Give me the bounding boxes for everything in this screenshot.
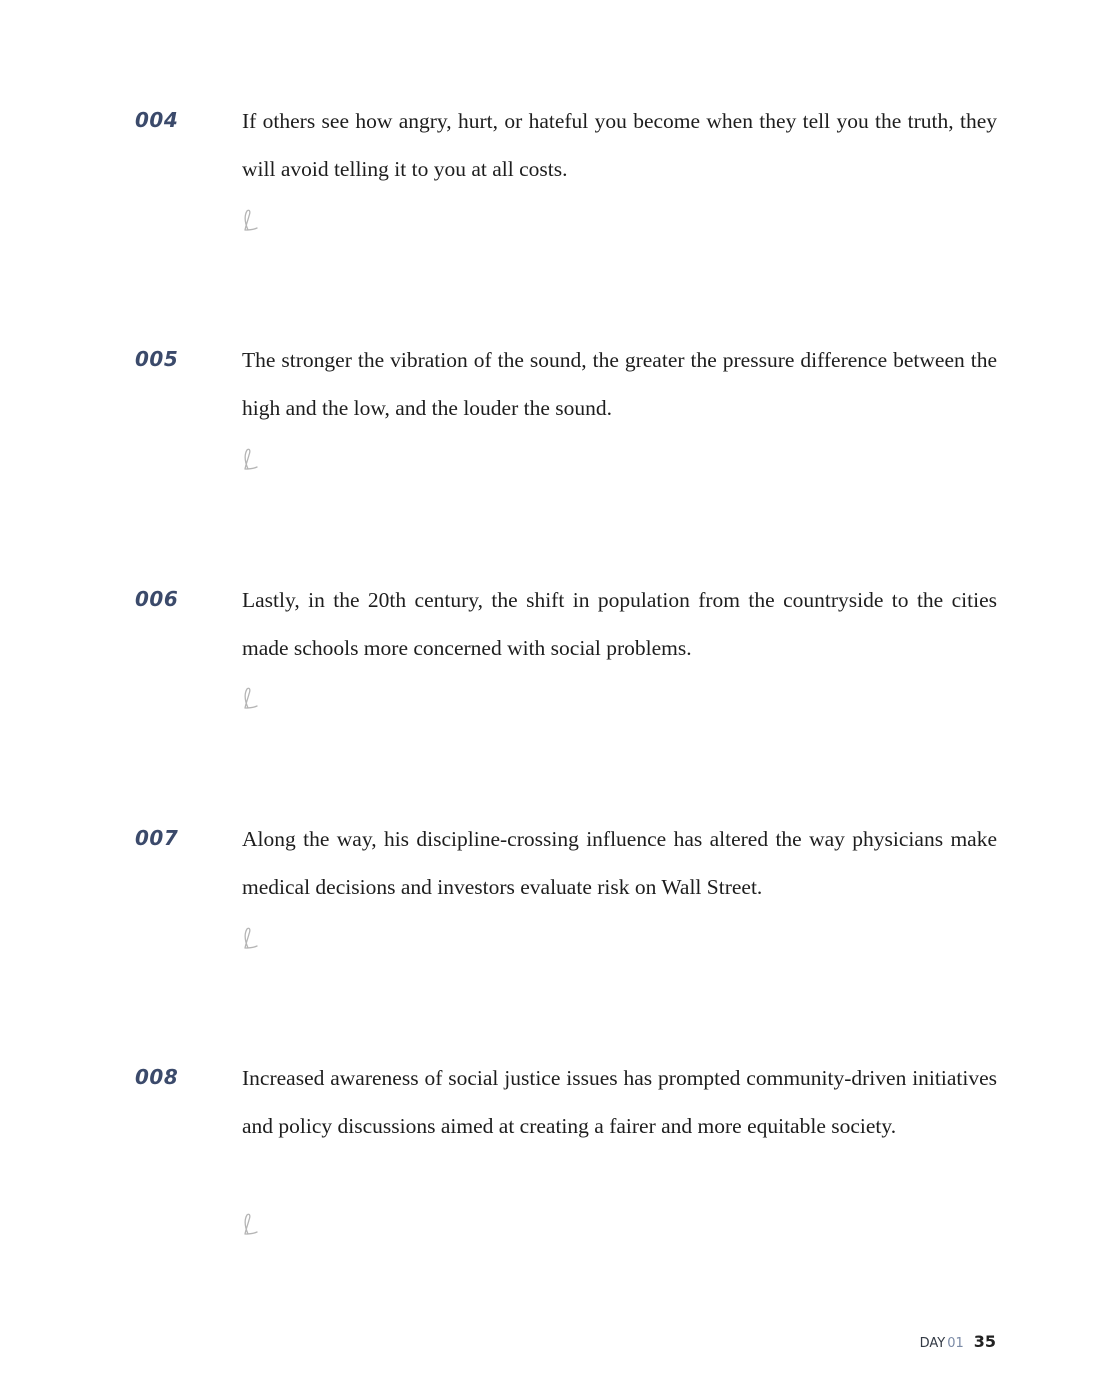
pen-icon xyxy=(242,926,260,952)
item-number: 006 xyxy=(135,587,179,611)
pen-icon xyxy=(242,447,260,473)
pen-icon xyxy=(242,208,260,234)
item-sentence: The stronger the vibration of the sound, the greater the pressure difference between the high and the low, and the louder the sound. xyxy=(242,348,997,420)
item-sentence: If others see how angry, hurt, or hateful you become when they tell you the truth, they will avoid telling it to you at all costs. xyxy=(242,109,997,181)
item-number: 005 xyxy=(135,347,179,371)
pen-icon xyxy=(242,686,260,712)
footer-day-label: DAY xyxy=(919,1336,946,1351)
item-number: 008 xyxy=(135,1065,179,1089)
item-sentence: Increased awareness of social justice issues has prompted community-driven initiatives and policy discussions aimed at creating a fairer and more equitable society. xyxy=(242,1066,997,1138)
item-sentence: Lastly, in the 20th century, the shift in population from the countryside to the cities made schools more concerned with social problems. xyxy=(242,588,997,660)
item-number: 004 xyxy=(135,108,179,132)
page-number: 35 xyxy=(973,1332,996,1351)
footer-day-number: 01 xyxy=(947,1336,964,1351)
page-footer xyxy=(920,1331,996,1355)
item-number: 007 xyxy=(135,826,179,850)
item-sentence: Along the way, his discipline-crossing influence has altered the way physicians make medical decisions and investors evaluate risk on Wall Street. xyxy=(242,827,997,899)
pen-icon xyxy=(242,1212,260,1238)
